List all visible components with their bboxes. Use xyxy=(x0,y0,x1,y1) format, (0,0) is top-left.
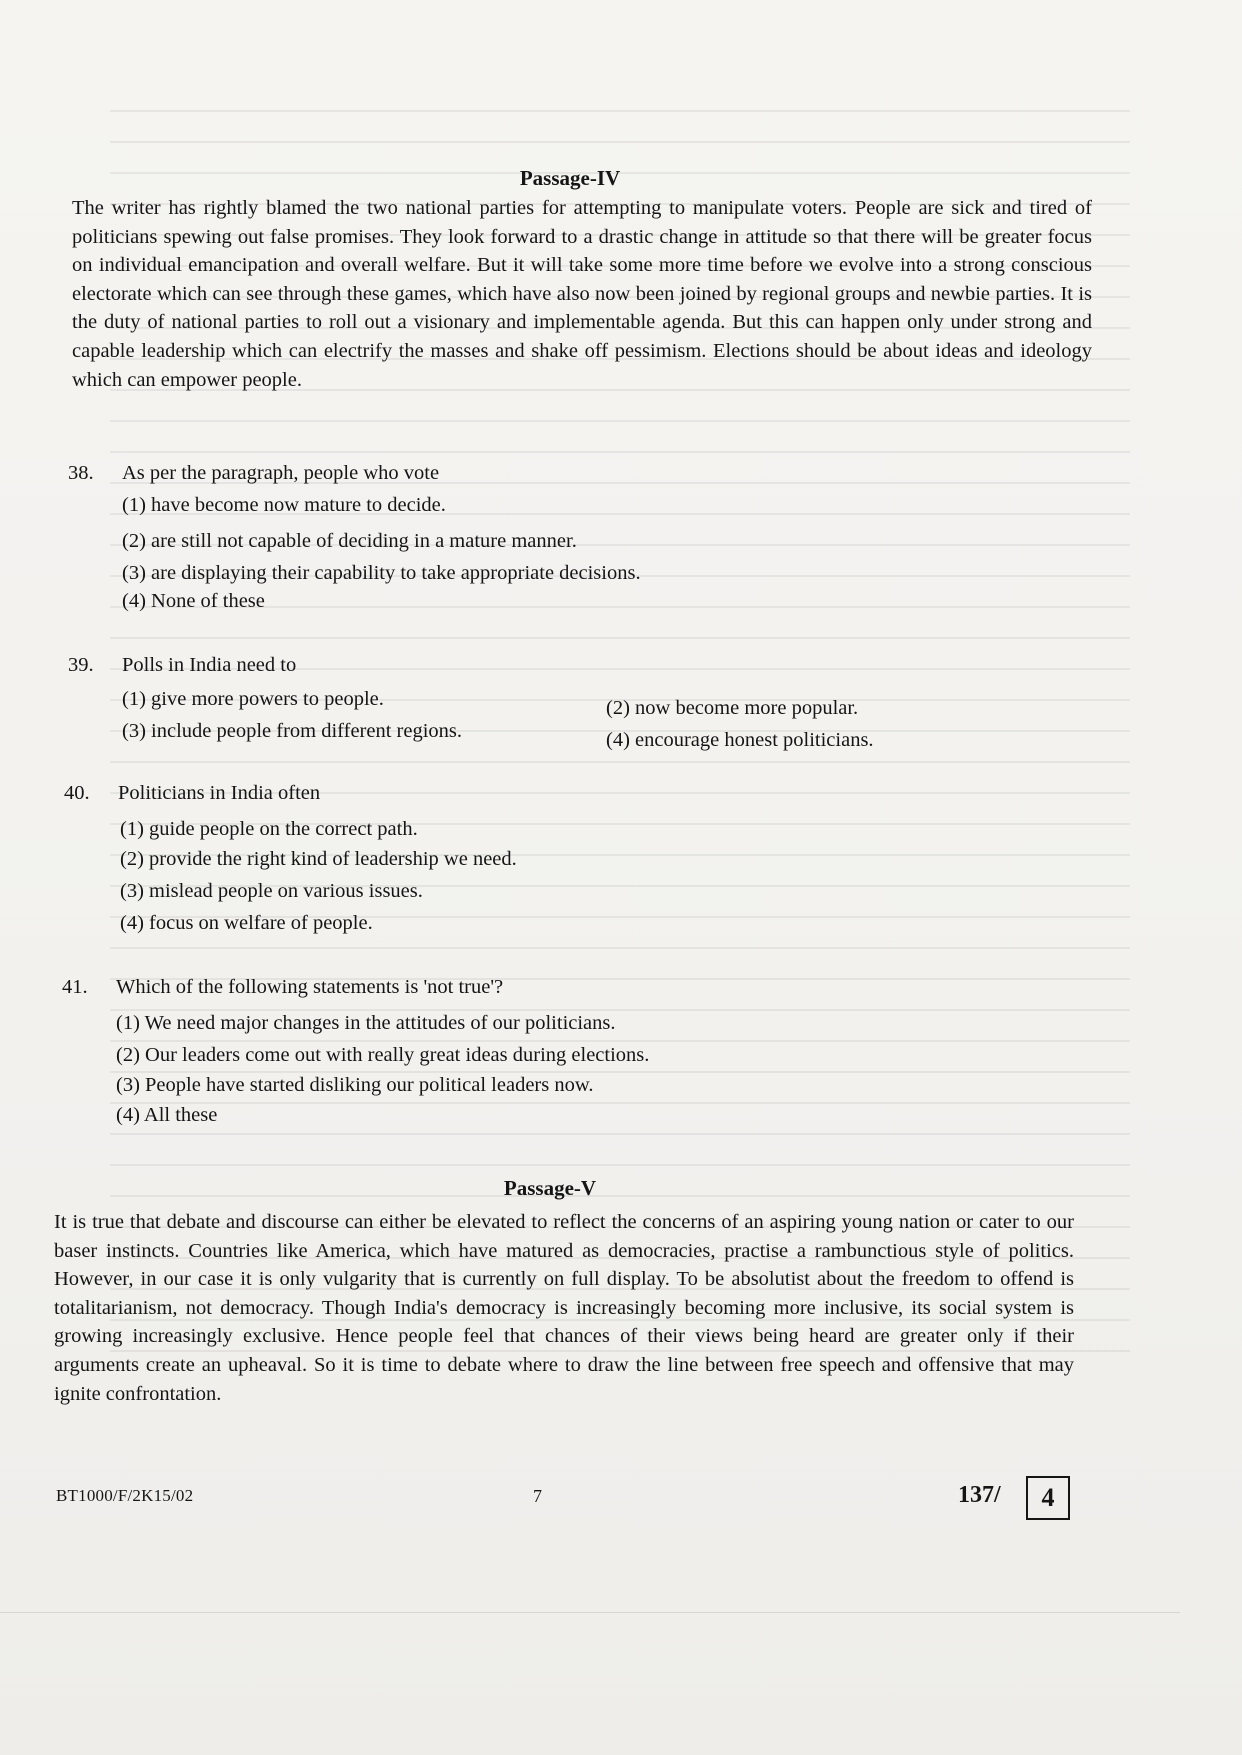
passage-4-title: Passage-IV xyxy=(519,166,621,190)
question-38-option-3: (3) are displaying their capability to take appropriate decisions. xyxy=(122,562,641,584)
question-38 xyxy=(68,462,439,485)
question-text: Polls in India need to xyxy=(122,654,297,676)
question-41-option-4: (4) All these xyxy=(116,1104,218,1126)
question-41 xyxy=(62,976,503,999)
question-40-option-3: (3) mislead people on various issues. xyxy=(120,880,423,902)
question-41-option-1: (1) We need major changes in the attitudes of our politicians. xyxy=(116,1012,616,1034)
question-39-option-1: (1) give more powers to people. xyxy=(122,688,384,710)
question-39 xyxy=(68,654,296,677)
question-41-option-3: (3) People have started disliking our political leaders now. xyxy=(116,1074,594,1096)
set-code-box: 4 xyxy=(1026,1476,1070,1520)
question-38-option-1: (1) have become now mature to decide. xyxy=(122,494,446,516)
question-text: As per the paragraph, people who vote xyxy=(122,462,440,484)
bottom-scan-line xyxy=(0,1612,1180,1613)
question-number: 38. xyxy=(68,462,94,484)
question-text: Which of the following statements is 'not true'? xyxy=(116,976,504,998)
question-41-option-2: (2) Our leaders come out with really great ideas during elections. xyxy=(116,1044,650,1066)
question-39-option-2: (2) now become more popular. xyxy=(606,697,859,719)
page-number: 7 xyxy=(533,1486,542,1506)
question-40 xyxy=(64,782,320,805)
question-39-option-3: (3) include people from different regions. xyxy=(122,720,463,742)
passage-5-title: Passage-V xyxy=(503,1176,597,1200)
question-40-option-2: (2) provide the right kind of leadership we need. xyxy=(120,848,517,870)
question-number: 41. xyxy=(62,976,88,998)
question-number: 40. xyxy=(64,782,90,804)
question-39-option-4: (4) encourage honest politicians. xyxy=(606,729,874,751)
question-38-option-2: (2) are still not capable of deciding in a mature manner. xyxy=(122,530,577,552)
question-40-option-4: (4) focus on welfare of people. xyxy=(120,912,373,934)
passage-5-text: It is true that debate and discourse can either be elevated to reflect the concerns of an aspiring young nation or cater to our baser instincts. Countries like America, which have matured as democracies, practise a rambunctious style of politics. However, in our case it is only vulgarity that is currently on full display. To be absolutist about the freedom to offend is totalitarianism, not democracy. Though India's democracy is increasingly becoming more inclusive, its social system is growing increasingly exclusive. Hence people feel that chances of their views being heard are greater only if their arguments create an upheaval. So it is time to debate where to draw the line between free speech and offensive that may ignite confrontation. xyxy=(54,1211,1074,1405)
booklet-code: BT1000/F/2K15/02 xyxy=(56,1486,194,1505)
passage-4-text: The writer has rightly blamed the two national parties for attempting to manipulate voters. People are sick and tired of politicians spewing out false promises. They look forward to a drastic change in attitude so that there will be greater focus on individual emancipation and overall welfare. But it will take some more time before we evolve into a strong conscious electorate which can see through these games, which have also now been joined by regional groups and newbie parties. It is the duty of national parties to roll out a visionary and implementable agenda. But this can happen only under strong and capable leadership which can electrify the masses and shake off pessimism. Elections should be about ideas and ideology which can empower people. xyxy=(72,197,1092,391)
question-number: 39. xyxy=(68,654,94,676)
set-code: 137/ xyxy=(958,1482,1001,1508)
question-text: Politicians in India often xyxy=(118,782,321,804)
question-38-option-4: (4) None of these xyxy=(122,590,265,612)
question-40-option-1: (1) guide people on the correct path. xyxy=(120,818,418,840)
